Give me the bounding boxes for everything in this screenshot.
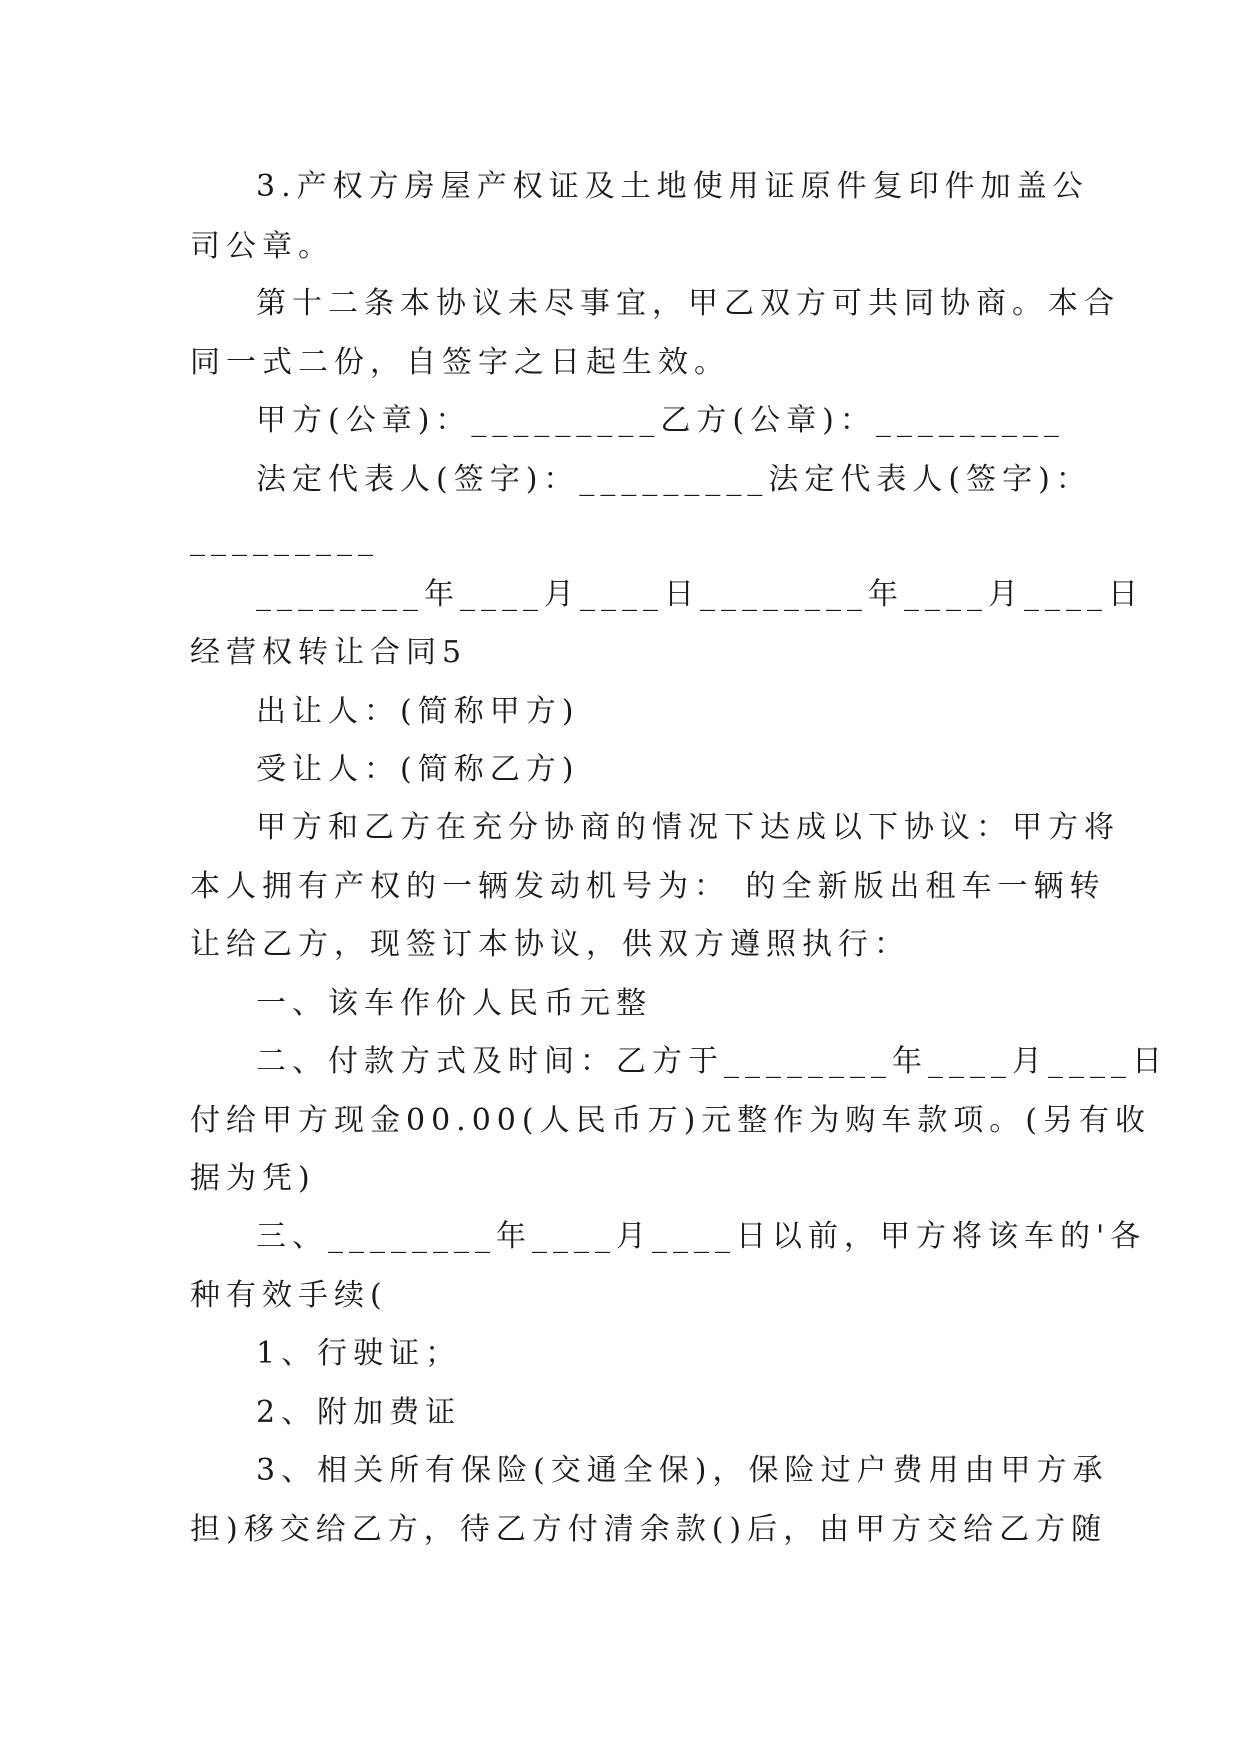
paragraph-line: 据为凭) [190,1161,316,1196]
date-line: ________年____月____日________年____月____日 [256,577,1144,612]
paragraph-line: 同一式二份，自签字之日起生效。 [190,345,730,380]
signature-blank: _________ [190,522,379,557]
list-item: 3、相关所有保险(交通全保)，保险过户费用由甲方承 [256,1453,1109,1488]
paragraph-line: 3.产权方房屋产权证及土地使用证原件复印件加盖公 [256,169,1089,204]
paragraph-line: 受让人：(简称乙方) [256,752,580,787]
signature-line-party: 甲方(公章)：_________乙方(公章)：_________ [256,403,1065,438]
paragraph-line: 司公章。 [190,229,334,264]
paragraph-line: 让给乙方，现签订本协议，供双方遵照执行： [190,927,910,962]
paragraph-line: 种有效手续( [190,1278,388,1313]
paragraph-line: 付给甲方现金00.00(人民币万)元整作为购车款项。(另有收 [190,1103,1151,1138]
paragraph-line: 第十二条本协议未尽事宜，甲乙双方可共同协商。本合 [256,286,1120,321]
paragraph-line: 甲方和乙方在充分协商的情况下达成以下协议：甲方将 [256,810,1120,845]
signature-line-representative: 法定代表人(签字)：_________法定代表人(签字)： [256,462,1092,497]
paragraph-line: 三、________年____月____日以前，甲方将该车的'各 [256,1219,1147,1254]
paragraph-line: 二、付款方式及时间：乙方于________年____月____日 [256,1044,1168,1079]
section-title: 经营权转让合同5 [190,635,468,670]
list-item: 1、行驶证； [256,1336,462,1371]
paragraph-line: 担)移交给乙方，待乙方付清余款()后，由甲方交给乙方随 [190,1512,1108,1547]
paragraph-line: 出让人：(简称甲方) [256,694,580,729]
paragraph-line: 一、该车作价人民币元整 [256,986,652,1021]
paragraph-line: 本人拥有产权的一辆发动机号为： 的全新版出租车一辆转 [190,869,1106,904]
list-item: 2、附加费证 [256,1395,462,1430]
